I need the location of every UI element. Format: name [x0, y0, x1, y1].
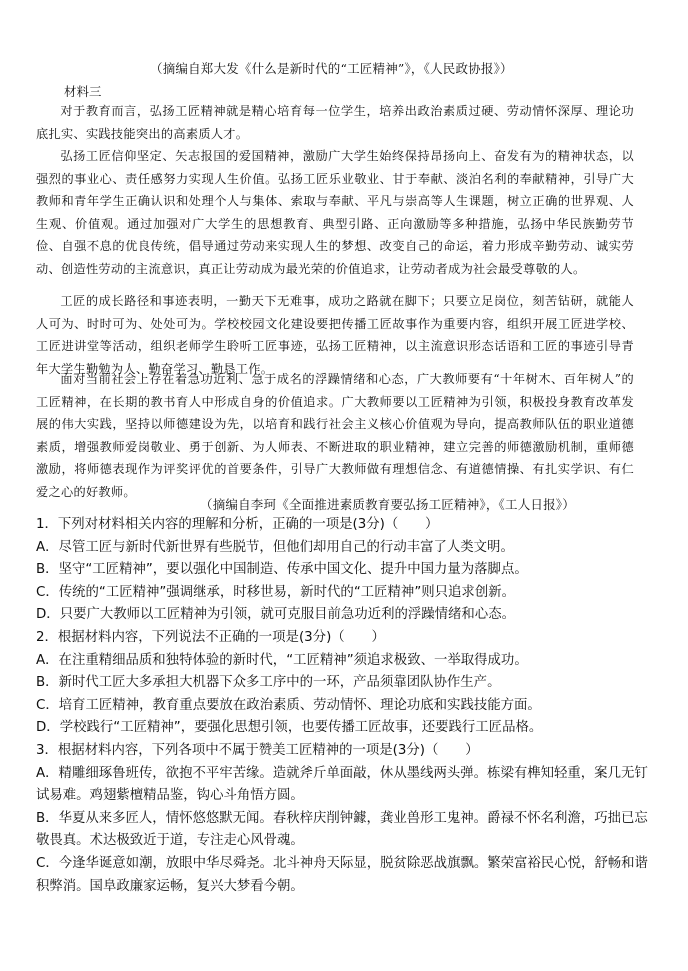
question-stem: 1．下列对材料相关内容的理解和分析，正确的一项是(3分)（ ） [36, 517, 439, 532]
passage-paragraph: 弘扬工匠信仰坚定、矢志报国的爱国精神，激励广大学生始终保持昂扬向上、奋发有为的精神状态，以强烈的事业心、责任感努力实现人生价值。弘扬工匠乐业敬业、甘于奉献、淡泊名利的奉献精神，引导广大教师和青年学生正确认识和处理个人与集体、索取与奉献、平凡与崇高等人生课题，树立正确的世界观、人生观、价值观。通过加强对广大学生的思想教育、典型引路、正向激励等多种措施，弘扬中华民族勤劳节俭、自强不息的优良传统，倡导通过劳动来实现人生的梦想、改变自己的命运，着力形成辛勤劳动、诚实劳动、创造性劳动的主流意识，真正让劳动成为最光荣的价值追求，让劳动者成为社会最受尊敬的人。 [36, 149, 634, 276]
question-1 [36, 514, 648, 627]
option-c: C．今逢华诞意如潮，放眼中华尽舜尧。北斗神舟天际显，脱贫除恶战旗飘。繁荣富裕民心悦，舒畅和谐积弊消。国阜政廉家运畅，复兴大梦看今朝。 [36, 855, 648, 894]
question-2 [36, 627, 648, 740]
source-citation-2: （摘编自李珂《全面推进素质教育要弘扬工匠精神》，《工人日报》） [200, 497, 575, 512]
question-stem: 2．根据材料内容，下列说法不正确的一项是(3分)（ ） [36, 629, 385, 645]
passage-paragraph: 工匠的成长路径和事迹表明，一勤天下无难事，成功之路就在脚下；只要立足岗位，刻苦钻研，就能人人可为、时时可为、处处可为。学校校园文化建设要把传播工匠故事作为重要内容，组织开展工匠进学校、工匠进讲堂等活动，组织老师学生聆听工匠事迹，弘扬工匠精神，以主流意识形态话语和工匠的事迹引导青年大学生勤勉为人、勤奋学习、勤恳工作。 [36, 294, 634, 376]
option-a: A．在注重精细品质和独特体验的新时代，“工匠精神”须追求极致、一举取得成功。 [36, 652, 528, 668]
passage-paragraph: 对于教育而言，弘扬工匠精神就是精心培育每一位学生，培养出政治素质过硬、劳动情怀深厚、理论功底扎实、实践技能突出的高素质人才。 [36, 104, 634, 141]
option-b: B．华夏从来多匠人，情怀悠悠默无闻。春秋梓庆削钟鐻，龚业兽形工鬼神。爵禄不怀名利澹，巧拙已忘敬畏真。术达极致近于道，专注走心风骨魂。 [36, 810, 648, 849]
option-d: D．学校践行“工匠精神”，要强化思想引领，也要传播工匠故事，还要践行工匠品格。 [36, 720, 543, 736]
option-b: B．坚守“工匠精神”，要以强化中国制造、传承中国文化、提升中国力量为落脚点。 [36, 562, 528, 578]
passage-paragraph: 面对当前社会上存在着急功近利、急于成名的浮躁情绪和心态，广大教师要有“十年树木、百年树人”的工匠精神，在长期的教书育人中形成自身的价值追求。广大教师要以工匠精神为引领，积极投身教育改革发展的伟大实践，坚持以师德建设为先，以培育和践行社会主义核心价值观为导向，提高教师队伍的职业道德素质，增强教师爱岗敬业、勇于创新、为人师表、不断进取的职业精神，建立完善的师德激励机制，重师德激励，将师德表现作为评奖评优的首要条件，引导广大教师做有理想信念、有道德情操、有扎实学识、有仁爱之心的好教师。 [36, 372, 634, 499]
option-a: A．精雕细琢鲁班传，欲抱不平牢苦缘。造就斧斤单面敲，休从墨线两头弹。栋梁有榫知轻重，案几无钉试易难。鸡翅紫檀精品鉴，钩心斗角悟方圆。 [36, 765, 648, 804]
option-c: C．传统的“工匠精神”强调继承，时移世易，新时代的“工匠精神”则只追求创新。 [36, 584, 515, 600]
question-3 [36, 740, 648, 898]
question-stem: 3．根据材料内容，下列各项中不属于赞美工匠精神的一项是(3分)（ ） [36, 742, 479, 758]
option-c: C．培育工匠精神，教育重点要放在政治素质、劳动情怀、理论功底和实践技能方面。 [36, 697, 541, 713]
material-heading: 材料三 [64, 84, 102, 99]
option-d: D．只要广大教师以工匠精神为引领，就可克服目前急功近利的浮躁情绪和心态。 [36, 607, 515, 623]
option-a: A．尽管工匠与新时代新世界有些脱节，但他们却用自己的行动丰富了人类文明。 [36, 539, 514, 555]
source-citation-1: （摘编自郑大发《什么是新时代的“工匠精神”》，《人民政协报》） [150, 61, 513, 76]
option-b: B．新时代工匠大多承担大机器下众多工序中的一环，产品须靠团队协作生产。 [36, 675, 501, 691]
questions-block [36, 514, 648, 898]
